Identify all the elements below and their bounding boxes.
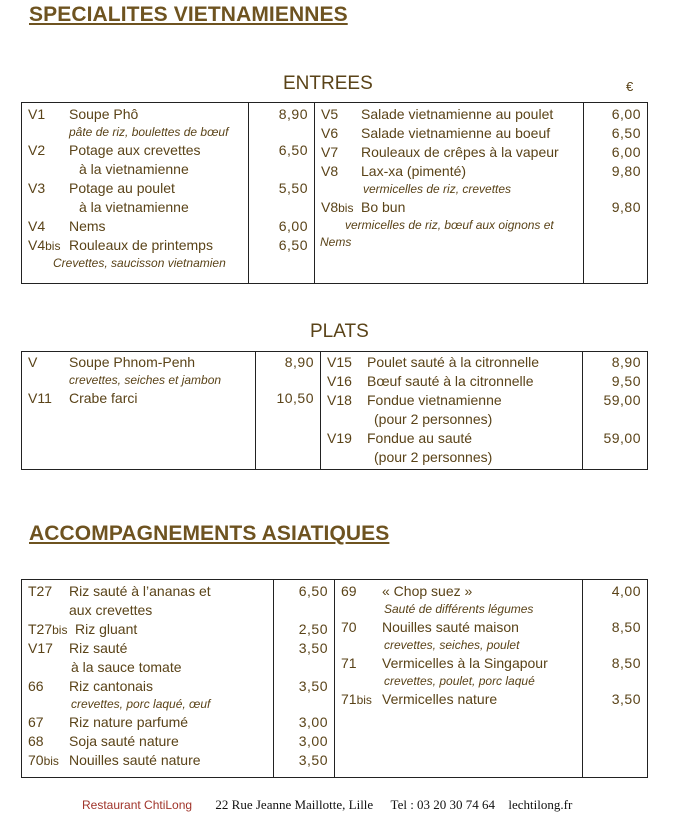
item-text: V19 xyxy=(327,430,352,446)
item-price: 3,00 xyxy=(298,733,328,749)
list-item xyxy=(22,236,248,255)
item-text: V7 xyxy=(321,144,339,160)
entrees-heading: ENTREES xyxy=(283,73,373,94)
list-item xyxy=(315,198,583,217)
item-text: 70 xyxy=(28,752,44,768)
item-description: crevettes, porc laqué, œuf xyxy=(71,697,211,711)
item-text: Potage aux crevettes xyxy=(69,142,201,158)
entrees-right-prices xyxy=(584,103,648,284)
item-text: 67 xyxy=(28,714,44,730)
item-text: Nems xyxy=(69,218,106,234)
item-text: V6 xyxy=(321,125,339,141)
item-text: V16 xyxy=(327,373,352,389)
item-price: 8,90 xyxy=(278,106,308,122)
item-text: Poulet sauté à la citronnelle xyxy=(367,354,539,370)
item-text: Riz cantonais xyxy=(69,678,154,694)
item-text: V4 xyxy=(28,218,46,234)
item-text: Soupe Phô xyxy=(69,106,139,122)
item-price: 4,00 xyxy=(611,583,641,599)
list-item xyxy=(335,582,582,601)
list-item xyxy=(321,372,582,391)
item-price: 5,50 xyxy=(278,180,308,196)
item-text: Salade vietnamienne au poulet xyxy=(361,106,554,122)
item-text: Fondue au sauté xyxy=(367,430,473,446)
accompagnements-left-prices xyxy=(274,580,335,778)
list-item xyxy=(22,217,248,236)
item-price: 3,00 xyxy=(298,714,328,730)
item-text: V8 xyxy=(321,199,339,215)
entrees-right-items xyxy=(315,103,584,284)
accompagnements-table xyxy=(21,579,648,778)
item-text: V2 xyxy=(28,142,46,158)
list-item xyxy=(321,429,582,448)
item-description: pâte de riz, boulettes de bœuf xyxy=(69,125,229,139)
item-text: Riz sauté xyxy=(69,640,128,656)
item-text: Nouilles sauté nature xyxy=(69,752,201,768)
plats-right-items xyxy=(321,352,583,470)
item-text: Bo bun xyxy=(361,199,406,215)
accompagnements-heading: ACCOMPAGNEMENTS ASIATIQUES xyxy=(29,522,390,545)
list-item xyxy=(335,690,582,709)
item-text: 68 xyxy=(28,733,44,749)
item-price: 6,50 xyxy=(611,125,641,141)
entrees-left-items xyxy=(22,103,249,284)
item-text: Fondue vietnamienne xyxy=(367,392,502,408)
list-item xyxy=(321,353,582,372)
item-text: bis xyxy=(356,693,372,707)
list-item xyxy=(22,620,273,639)
footer xyxy=(82,797,572,813)
list-item xyxy=(335,654,582,673)
footer-restaurant: Restaurant ChtiLong xyxy=(82,798,193,812)
item-price: 8,90 xyxy=(611,354,641,370)
item-price: 6,50 xyxy=(278,142,308,158)
list-item xyxy=(315,105,583,124)
item-text: V xyxy=(28,354,38,370)
item-price: 9,80 xyxy=(611,163,641,179)
list-item xyxy=(335,618,582,637)
item-text: à la vietnamienne xyxy=(79,161,189,177)
item-text: Lax-xa (pimenté) xyxy=(361,163,467,179)
list-item xyxy=(22,732,273,751)
item-description: Sauté de différents légumes xyxy=(384,602,534,616)
list-item xyxy=(22,105,248,124)
list-item xyxy=(22,141,248,160)
list-item xyxy=(22,751,273,770)
list-item xyxy=(321,391,582,410)
item-text: Riz gluant xyxy=(75,621,138,637)
item-text: Potage au poulet xyxy=(69,180,175,196)
item-description: crevettes, seiches et jambon xyxy=(69,373,222,387)
item-text: Riz sauté à l’ananas et xyxy=(69,583,211,599)
plats-left-prices xyxy=(256,352,321,470)
item-text: Bœuf sauté à la citronnelle xyxy=(367,373,534,389)
item-price: 59,00 xyxy=(603,430,641,446)
footer-address: 22 Rue Jeanne Maillotte, Lille xyxy=(215,797,374,812)
list-item xyxy=(22,179,248,198)
item-description: Nems xyxy=(320,235,352,249)
plats-left-items xyxy=(22,352,256,470)
item-text: bis xyxy=(43,754,59,768)
item-description: Crevettes, saucisson vietnamien xyxy=(53,256,226,270)
item-text: V1 xyxy=(28,106,46,122)
entrees-left-prices xyxy=(249,103,315,284)
item-price: 9,50 xyxy=(611,373,641,389)
item-price: 59,00 xyxy=(603,392,641,408)
list-item xyxy=(22,713,273,732)
list-item xyxy=(315,143,583,162)
item-text: bis xyxy=(45,239,61,253)
list-item xyxy=(315,124,583,143)
item-price: 2,50 xyxy=(298,621,328,637)
item-price: 6,50 xyxy=(298,583,328,599)
list-item xyxy=(22,677,273,696)
item-price: 3,50 xyxy=(298,678,328,694)
plats-heading: PLATS xyxy=(310,321,369,342)
item-price: 10,50 xyxy=(276,390,314,406)
item-description: vermicelles de riz, bœuf aux oignons et xyxy=(345,218,554,232)
item-text: Crabe farci xyxy=(69,390,138,406)
item-text: (pour 2 personnes) xyxy=(374,449,493,465)
item-text: V4 xyxy=(28,237,46,253)
footer-phone: Tel : 03 20 30 74 64 xyxy=(390,797,496,812)
item-price: 6,00 xyxy=(611,106,641,122)
item-text: V18 xyxy=(327,392,352,408)
item-price: 8,90 xyxy=(284,354,314,370)
item-text: V8 xyxy=(321,163,339,179)
item-text: V3 xyxy=(28,180,46,196)
item-text: T27 xyxy=(28,621,53,637)
accompagnements-right-items xyxy=(335,580,583,778)
entrees-table xyxy=(21,102,648,284)
footer-website[interactable]: lechtilong.fr xyxy=(508,797,573,812)
item-text: 71 xyxy=(341,691,357,707)
page-title: SPECIALITES VIETNAMIENNES xyxy=(29,3,348,26)
item-text: T27 xyxy=(28,583,53,599)
item-text: V15 xyxy=(327,354,352,370)
item-text: Vermicelles nature xyxy=(382,691,498,707)
item-price: 8,50 xyxy=(611,655,641,671)
item-price: 3,50 xyxy=(611,691,641,707)
item-text: 71 xyxy=(341,655,357,671)
item-text: aux crevettes xyxy=(69,602,153,618)
plats-right-prices xyxy=(583,352,648,470)
list-item xyxy=(22,639,273,658)
item-description: crevettes, seiches, poulet xyxy=(384,638,520,652)
item-price: 3,50 xyxy=(298,752,328,768)
item-price: 3,50 xyxy=(298,640,328,656)
item-text: à la vietnamienne xyxy=(79,199,189,215)
item-text: Soupe Phnom-Penh xyxy=(69,354,196,370)
item-text: 66 xyxy=(28,678,44,694)
item-description: vermicelles de riz, crevettes xyxy=(363,182,512,196)
list-item xyxy=(22,389,255,408)
item-text: Salade vietnamienne au boeuf xyxy=(361,125,551,141)
list-item xyxy=(315,162,583,181)
item-text: (pour 2 personnes) xyxy=(374,411,493,427)
item-price: 6,00 xyxy=(278,218,308,234)
list-item xyxy=(22,582,273,601)
item-text: Rouleaux de printemps xyxy=(69,237,213,253)
item-text: bis xyxy=(52,623,68,637)
item-price: 6,00 xyxy=(611,144,641,160)
item-text: Vermicelles à la Singapour xyxy=(382,655,548,671)
item-price: 8,50 xyxy=(611,619,641,635)
item-text: bis xyxy=(338,201,354,215)
item-text: V17 xyxy=(28,640,53,656)
accompagnements-right-prices xyxy=(583,580,648,778)
plats-table xyxy=(21,351,648,470)
item-text: Rouleaux de crêpes à la vapeur xyxy=(361,144,559,160)
item-text: à la sauce tomate xyxy=(71,659,182,675)
item-text: Soja sauté nature xyxy=(69,733,179,749)
item-text: Nouilles sauté maison xyxy=(382,619,519,635)
item-price: 9,80 xyxy=(611,199,641,215)
item-text: V11 xyxy=(28,390,52,406)
accompagnements-left-items xyxy=(22,580,274,778)
list-item xyxy=(22,353,255,372)
item-text: Riz nature parfumé xyxy=(69,714,189,730)
item-price: 6,50 xyxy=(278,237,308,253)
item-text: V5 xyxy=(321,106,339,122)
item-text: 70 xyxy=(341,619,357,635)
currency-symbol: € xyxy=(626,79,634,94)
item-text: « Chop suez » xyxy=(382,583,473,599)
item-text: 69 xyxy=(341,583,357,599)
item-description: crevettes, poulet, porc laqué xyxy=(384,674,535,688)
